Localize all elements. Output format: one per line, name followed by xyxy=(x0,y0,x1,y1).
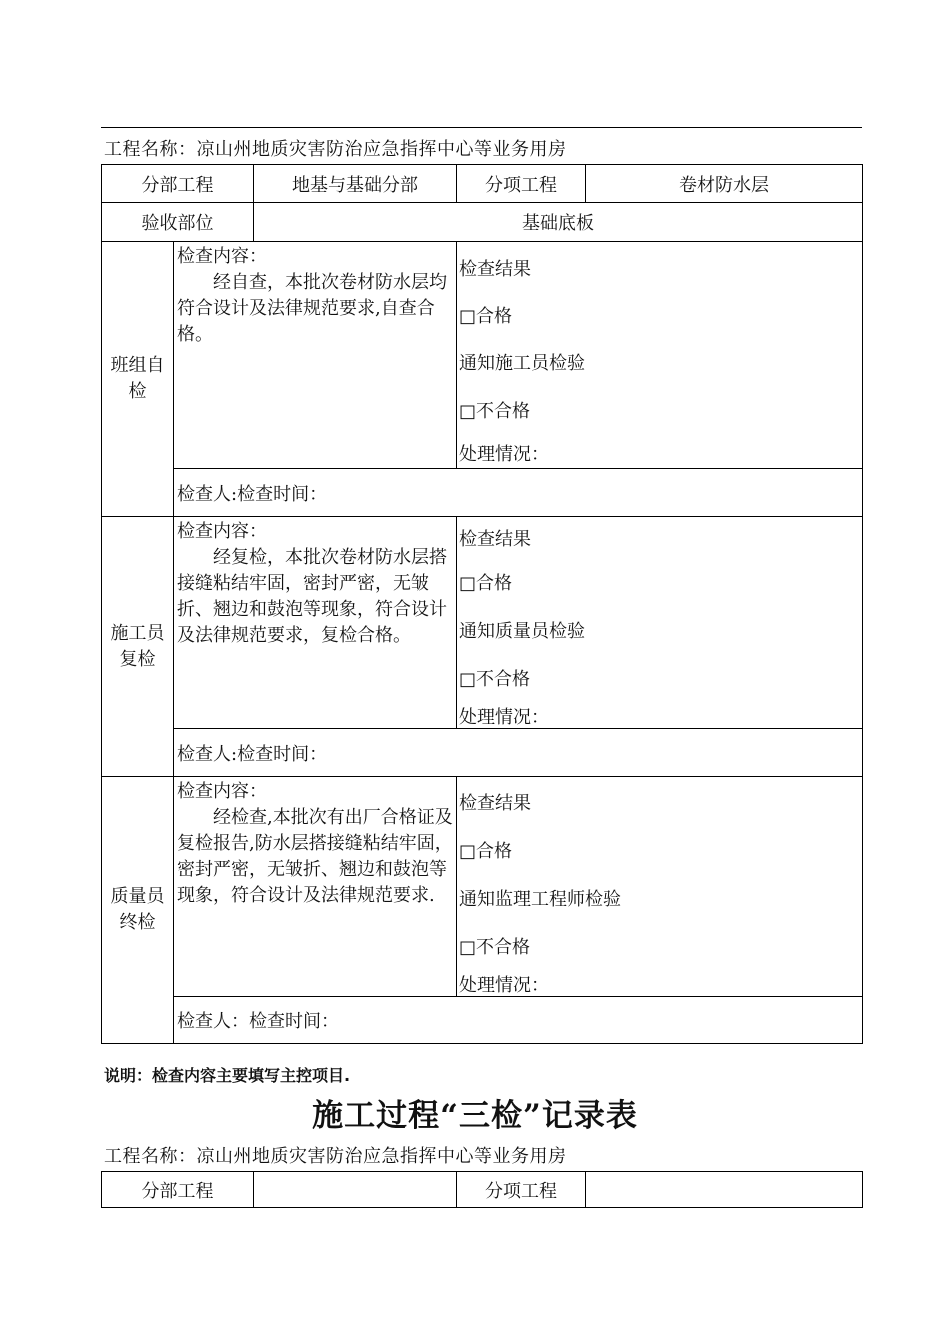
section-team-self-check xyxy=(102,242,863,469)
check-content-label: 检查内容： xyxy=(177,781,267,802)
signer-text: 检查人:检查时间： xyxy=(174,469,863,517)
handling-label: 处理情况： xyxy=(459,707,549,728)
check-content-text: 经自查，本批次卷材防水层均符合设计及法律规范要求,自查合格。 xyxy=(177,272,447,345)
header-row-location xyxy=(102,203,863,242)
check-content-cell xyxy=(174,777,457,997)
pass-checkbox[interactable]: □合格 xyxy=(459,306,513,327)
stage-label: 班组自检 xyxy=(102,242,174,517)
check-content-text: 经复检，本批次卷材防水层搭接缝粘结牢固，密封严密，无皱折、翘边和鼓泡等现象，符合设计及法律规范要求，复检合格。 xyxy=(177,547,447,646)
inspection-table xyxy=(101,164,863,1044)
notify-text: 通知质量员检验 xyxy=(459,621,585,642)
signer-text: 检查人:检查时间： xyxy=(174,729,863,777)
check-content-cell xyxy=(174,517,457,729)
inspection-table-2 xyxy=(101,1171,863,1208)
subitem-label: 分项工程 xyxy=(457,1172,586,1208)
result-label: 检查结果 xyxy=(459,529,531,550)
location-label: 验收部位 xyxy=(102,203,254,242)
project-name: 工程名称：凉山州地质灾害防治应急指挥中心等业务用房 xyxy=(104,139,567,160)
result-label: 检查结果 xyxy=(459,259,531,280)
subitem-value: 卷材防水层 xyxy=(586,165,863,203)
check-content-cell xyxy=(174,242,457,469)
handling-label: 处理情况： xyxy=(459,444,549,465)
notify-text: 通知施工员检验 xyxy=(459,353,585,374)
stage-label: 施工员复检 xyxy=(102,517,174,777)
result-label: 检查结果 xyxy=(459,793,531,814)
section-quality-final-check xyxy=(102,777,863,997)
check-result-cell xyxy=(457,517,863,729)
check-content-label: 检查内容： xyxy=(177,246,267,267)
note-text: 说明：检查内容主要填写主控项目. xyxy=(104,1066,351,1085)
signer-row xyxy=(102,729,863,777)
header-row-division xyxy=(102,165,863,203)
pass-checkbox[interactable]: □合格 xyxy=(459,573,513,594)
stage-label: 质量员终检 xyxy=(102,777,174,1044)
check-content-label: 检查内容： xyxy=(177,521,267,542)
fail-checkbox[interactable]: □不合格 xyxy=(459,401,531,422)
project-name-2: 工程名称：凉山州地质灾害防治应急指挥中心等业务用房 xyxy=(104,1146,567,1167)
subitem-label: 分项工程 xyxy=(457,165,586,203)
location-value: 基础底板 xyxy=(254,203,863,242)
notify-text: 通知监理工程师检验 xyxy=(459,889,621,910)
check-content-text: 经检查,本批次有出厂合格证及复检报告,防水层搭接缝粘结牢固，密封严密，无皱折、翘边和鼓泡等现象，符合设计及法律规范要求. xyxy=(177,807,453,906)
check-result-cell xyxy=(457,242,863,469)
form-title: 施工过程“三检”记录表 xyxy=(312,1098,638,1134)
section-builder-recheck xyxy=(102,517,863,729)
division-value[interactable] xyxy=(254,1172,457,1208)
division-label: 分部工程 xyxy=(102,165,254,203)
signer-row xyxy=(102,997,863,1044)
check-result-cell xyxy=(457,777,863,997)
pass-checkbox[interactable]: □合格 xyxy=(459,841,513,862)
subitem-value[interactable] xyxy=(586,1172,863,1208)
header-row-division xyxy=(102,1172,863,1208)
fail-checkbox[interactable]: □不合格 xyxy=(459,937,531,958)
handling-label: 处理情况： xyxy=(459,975,549,996)
signer-text: 检查人：检查时间： xyxy=(174,997,863,1044)
top-rule xyxy=(101,127,862,128)
signer-row xyxy=(102,469,863,517)
division-label: 分部工程 xyxy=(102,1172,254,1208)
fail-checkbox[interactable]: □不合格 xyxy=(459,669,531,690)
division-value: 地基与基础分部 xyxy=(254,165,457,203)
